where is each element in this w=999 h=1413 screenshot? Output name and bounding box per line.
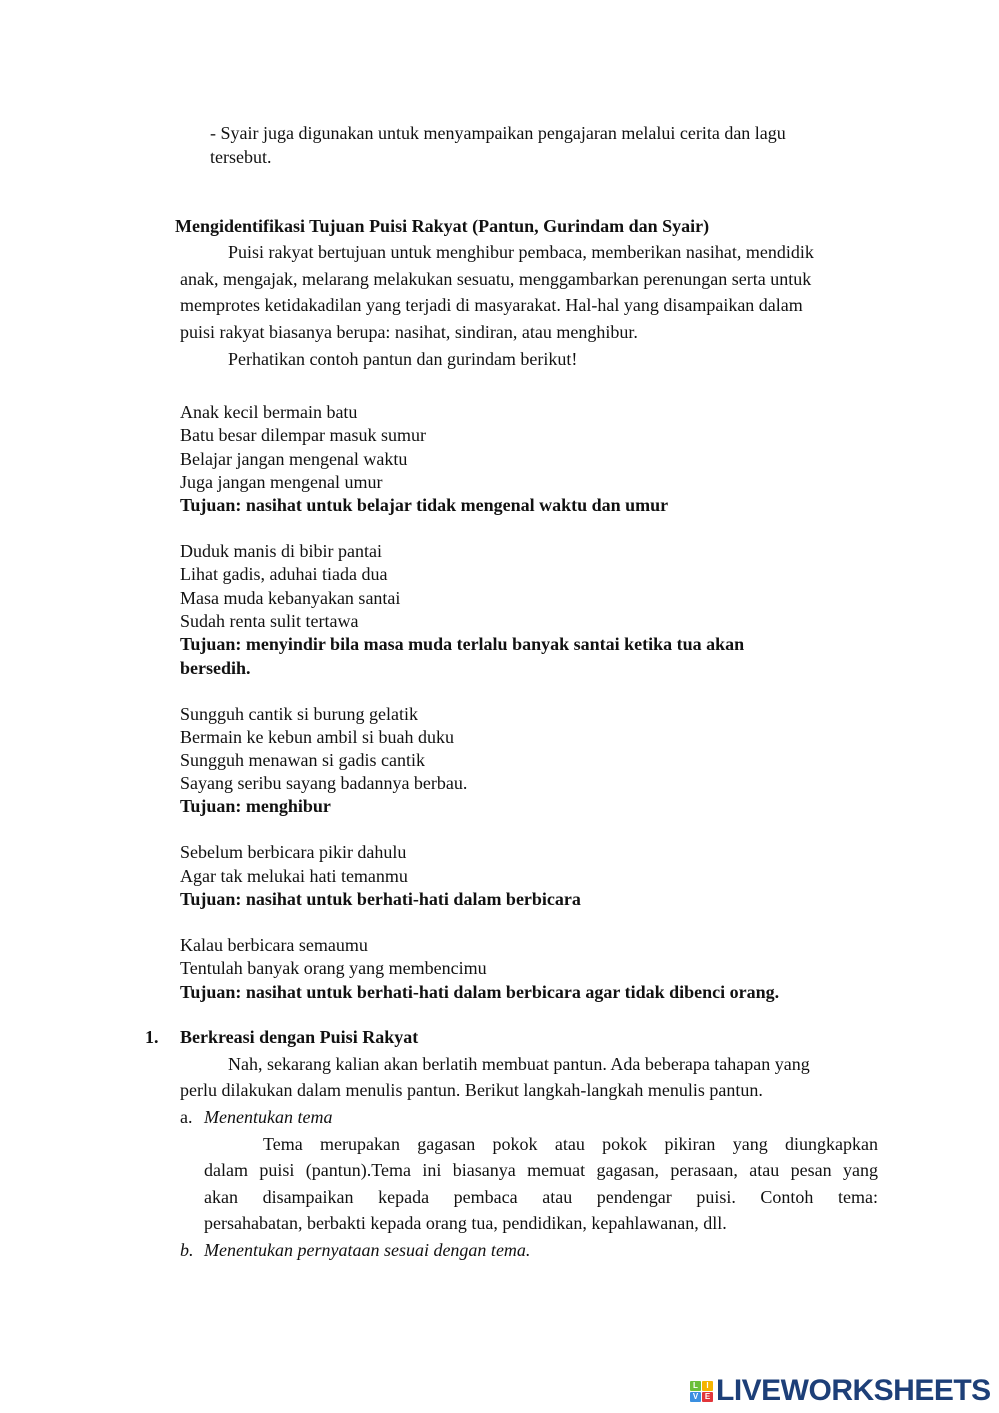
step-paragraph-line: Tema merupakan gagasan pokok atau pokok pikiran yang diungkapkan bbox=[263, 1134, 878, 1154]
logo-tiles-icon bbox=[690, 1381, 713, 1402]
poem-line: Sungguh cantik si burung gelatik bbox=[180, 704, 418, 724]
paragraph-line: perlu dilakukan dalam menulis pantun. Berikut langkah-langkah menulis pantun. bbox=[180, 1080, 763, 1100]
paragraph-line: Puisi rakyat bertujuan untuk menghibur pembaca, memberikan nasihat, mendidik bbox=[228, 242, 814, 262]
paragraph-line: puisi rakyat biasanya berupa: nasihat, sindiran, atau menghibur. bbox=[180, 322, 638, 342]
step-paragraph-line: dalam puisi (pantun).Tema ini biasanya memuat gagasan, perasaan, atau pesan yang bbox=[204, 1160, 878, 1180]
step-title: Menentukan pernyataan sesuai dengan tema. bbox=[204, 1240, 531, 1260]
poem-line: Agar tak melukai hati temanmu bbox=[180, 866, 408, 886]
poem-purpose: bersedih. bbox=[180, 658, 251, 678]
paragraph-line: memprotes ketidakadilan yang terjadi di masyarakat. Hal-hal yang disampaikan dalam bbox=[180, 295, 803, 315]
poem-line: Duduk manis di bibir pantai bbox=[180, 541, 382, 561]
poem-line: Lihat gadis, aduhai tiada dua bbox=[180, 564, 388, 584]
poem-line: Sudah renta sulit tertawa bbox=[180, 611, 359, 631]
paragraph-line: anak, mengajak, melarang melakukan sesuatu, menggambarkan perenungan serta untuk bbox=[180, 269, 812, 289]
poem-line: Juga jangan mengenal umur bbox=[180, 472, 383, 492]
creation-heading: Berkreasi dengan Puisi Rakyat bbox=[180, 1027, 419, 1047]
poem-line: Batu besar dilempar masuk sumur bbox=[180, 425, 426, 445]
poem-purpose: Tujuan: menghibur bbox=[180, 796, 331, 816]
poem-purpose: Tujuan: nasihat untuk berhati-hati dalam berbicara bbox=[180, 889, 581, 909]
logo-tile: I bbox=[702, 1381, 713, 1391]
list-number: 1. bbox=[145, 1027, 159, 1047]
poem-line: Belajar jangan mengenal waktu bbox=[180, 449, 408, 469]
intro-line: tersebut. bbox=[210, 147, 272, 167]
logo-tile: V bbox=[690, 1392, 701, 1402]
poem-line: Sayang seribu sayang badannya berbau. bbox=[180, 773, 468, 793]
section-heading: Mengidentifikasi Tujuan Puisi Rakyat (Pantun, Gurindam dan Syair) bbox=[175, 216, 710, 236]
poem-line: Sungguh menawan si gadis cantik bbox=[180, 750, 425, 770]
step-title: Menentukan tema bbox=[204, 1107, 333, 1127]
step-marker: b. bbox=[180, 1240, 194, 1260]
poem-line: Sebelum berbicara pikir dahulu bbox=[180, 842, 407, 862]
paragraph-line: Nah, sekarang kalian akan berlatih membuat pantun. Ada beberapa tahapan yang bbox=[228, 1054, 810, 1074]
poem-line: Masa muda kebanyakan santai bbox=[180, 588, 401, 608]
poem-purpose: Tujuan: nasihat untuk belajar tidak mengenal waktu dan umur bbox=[180, 495, 669, 515]
step-marker: a. bbox=[180, 1107, 193, 1127]
poem-purpose: Tujuan: nasihat untuk berhati-hati dalam berbicara agar tidak dibenci orang. bbox=[180, 982, 780, 1002]
poem-line: Kalau berbicara semaumu bbox=[180, 935, 368, 955]
instruction: Perhatikan contoh pantun dan gurindam berikut! bbox=[228, 349, 578, 369]
intro-line: - Syair juga digunakan untuk menyampaikan pengajaran melalui cerita dan lagu bbox=[210, 123, 786, 143]
poem-line: Tentulah banyak orang yang membencimu bbox=[180, 958, 487, 978]
liveworksheets-logo bbox=[690, 1376, 991, 1406]
poem-line: Anak kecil bermain batu bbox=[180, 402, 358, 422]
step-paragraph-line: akan disampaikan kepada pembaca atau pendengar puisi. Contoh tema: bbox=[204, 1187, 878, 1207]
poem-line: Bermain ke kebun ambil si buah duku bbox=[180, 727, 454, 747]
logo-tile: E bbox=[702, 1392, 713, 1402]
step-paragraph-line: persahabatan, berbakti kepada orang tua, pendidikan, kepahlawanan, dll. bbox=[204, 1213, 727, 1233]
logo-text: LIVEWORKSHEETS bbox=[716, 1374, 991, 1407]
logo-tile: L bbox=[690, 1381, 701, 1391]
poem-purpose: Tujuan: menyindir bila masa muda terlalu banyak santai ketika tua akan bbox=[180, 634, 745, 654]
